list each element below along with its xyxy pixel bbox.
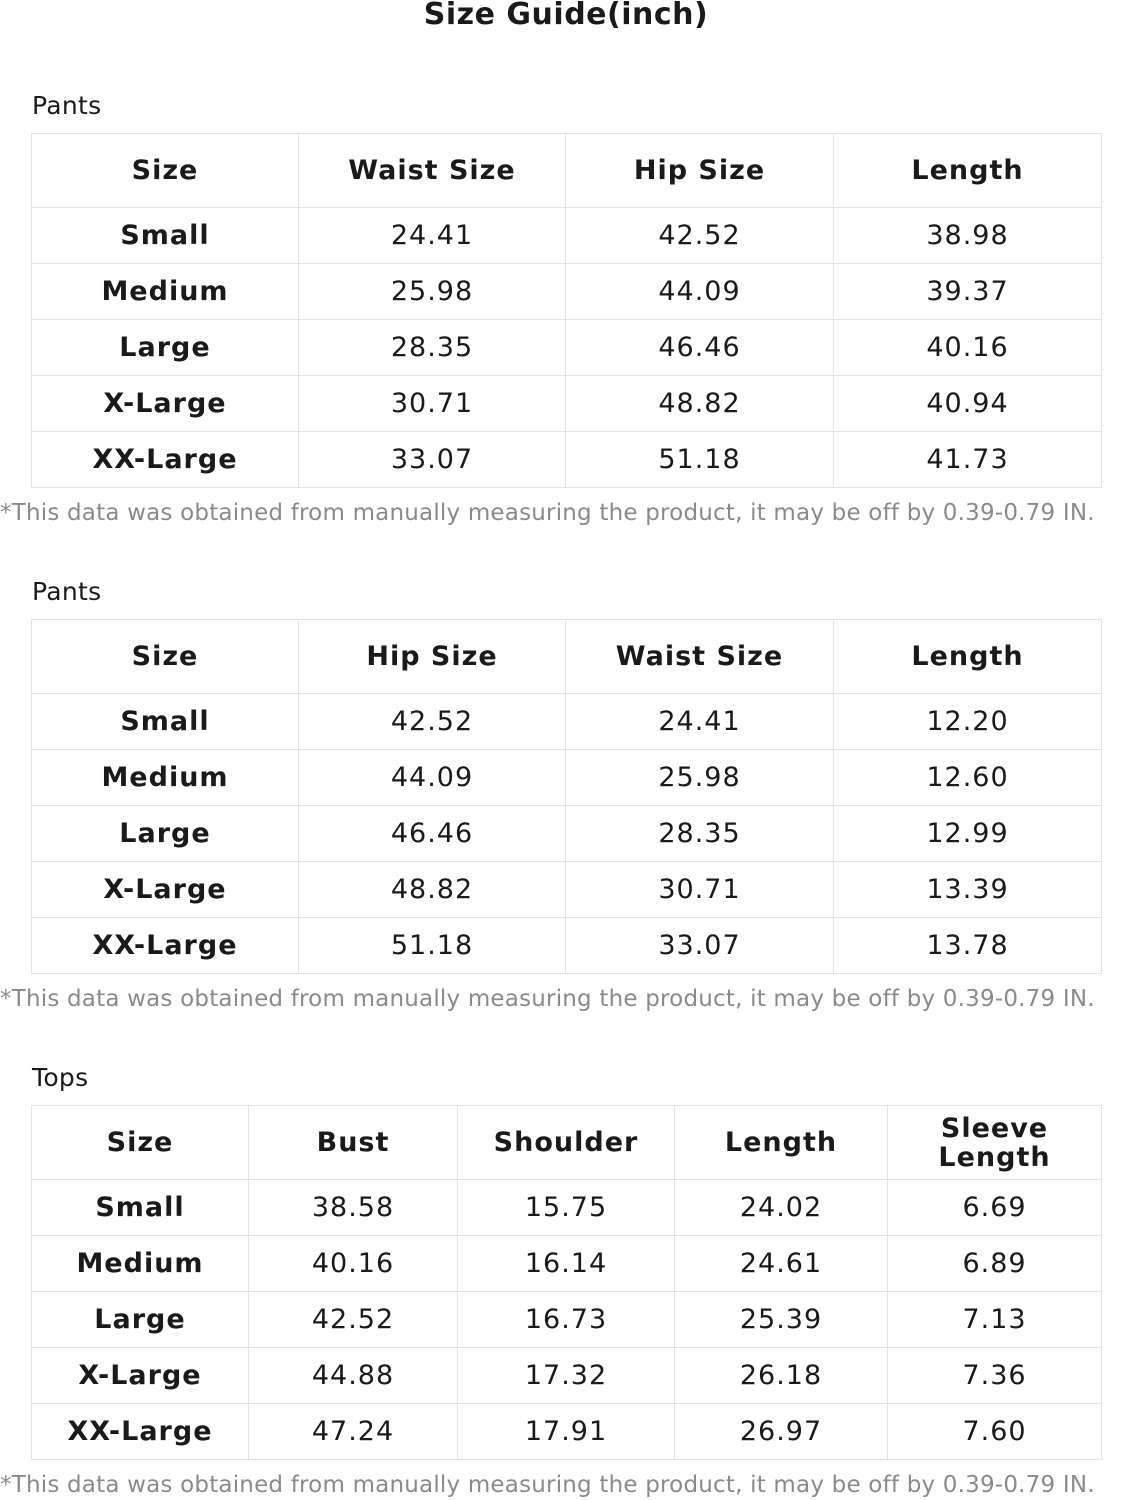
page-title: Size Guide(inch) (423, 0, 709, 32)
measurement-note: *This data was obtained from manually measuring the product, it may be off by 0.39-0.79 IN. (0, 1472, 1095, 1498)
measurement-cell: 25.98 (299, 264, 566, 320)
table-row (32, 1236, 1102, 1292)
size-cell: XX-Large (32, 918, 299, 974)
section-label: Pants (32, 577, 102, 606)
measurement-cell: 26.97 (675, 1404, 888, 1460)
measurement-cell: 40.16 (834, 320, 1102, 376)
column-header: Sleeve Length (888, 1106, 1102, 1180)
measurement-cell: 13.78 (834, 918, 1102, 974)
measurement-cell: 30.71 (566, 862, 834, 918)
measurement-cell: 44.09 (566, 264, 834, 320)
measurement-cell: 40.94 (834, 376, 1102, 432)
column-header: Size (32, 134, 299, 208)
column-header: Waist Size (566, 620, 834, 694)
measurement-cell: 42.52 (566, 208, 834, 264)
table-row (32, 806, 1102, 862)
measurement-cell: 16.14 (458, 1236, 675, 1292)
table-row (32, 1292, 1102, 1348)
measurement-cell: 46.46 (566, 320, 834, 376)
column-header: Hip Size (566, 134, 834, 208)
measurement-cell: 17.32 (458, 1348, 675, 1404)
measurement-cell: 12.60 (834, 750, 1102, 806)
measurement-cell: 41.73 (834, 432, 1102, 488)
size-cell: Large (32, 320, 299, 376)
measurement-cell: 51.18 (299, 918, 566, 974)
measurement-cell: 33.07 (299, 432, 566, 488)
measurement-cell: 38.98 (834, 208, 1102, 264)
measurement-cell: 12.99 (834, 806, 1102, 862)
table-header-row (32, 620, 1102, 694)
measurement-cell: 39.37 (834, 264, 1102, 320)
size-table (31, 1105, 1102, 1460)
column-header: Length (834, 620, 1102, 694)
measurement-cell: 42.52 (249, 1292, 458, 1348)
table-row (32, 320, 1102, 376)
table-row (32, 750, 1102, 806)
size-cell: X-Large (32, 376, 299, 432)
measurement-cell: 44.09 (299, 750, 566, 806)
measurement-cell: 40.16 (249, 1236, 458, 1292)
measurement-cell: 44.88 (249, 1348, 458, 1404)
measurement-cell: 28.35 (566, 806, 834, 862)
measurement-cell: 16.73 (458, 1292, 675, 1348)
size-cell: Small (32, 1180, 249, 1236)
measurement-cell: 30.71 (299, 376, 566, 432)
table-row (32, 694, 1102, 750)
size-cell: Small (32, 694, 299, 750)
size-table (31, 619, 1102, 974)
measurement-cell: 6.69 (888, 1180, 1102, 1236)
size-cell: Medium (32, 264, 299, 320)
measurement-cell: 24.41 (566, 694, 834, 750)
size-cell: Large (32, 1292, 249, 1348)
column-header: Hip Size (299, 620, 566, 694)
measurement-cell: 7.36 (888, 1348, 1102, 1404)
size-cell: XX-Large (32, 1404, 249, 1460)
table-row (32, 1348, 1102, 1404)
measurement-cell: 25.98 (566, 750, 834, 806)
measurement-cell: 48.82 (299, 862, 566, 918)
size-cell: X-Large (32, 1348, 249, 1404)
size-cell: X-Large (32, 862, 299, 918)
measurement-cell: 46.46 (299, 806, 566, 862)
table-header-row (32, 134, 1102, 208)
table-row (32, 1404, 1102, 1460)
table-row (32, 918, 1102, 974)
table-row (32, 376, 1102, 432)
measurement-cell: 7.13 (888, 1292, 1102, 1348)
measurement-cell: 24.41 (299, 208, 566, 264)
measurement-cell: 51.18 (566, 432, 834, 488)
measurement-cell: 33.07 (566, 918, 834, 974)
size-cell: Large (32, 806, 299, 862)
column-header: Length (834, 134, 1102, 208)
measurement-cell: 38.58 (249, 1180, 458, 1236)
measurement-cell: 6.89 (888, 1236, 1102, 1292)
column-header: Shoulder (458, 1106, 675, 1180)
column-header: Size (32, 620, 299, 694)
size-table (31, 133, 1102, 488)
section-label: Tops (32, 1063, 89, 1092)
measurement-cell: 24.61 (675, 1236, 888, 1292)
table-row (32, 208, 1102, 264)
column-header: Size (32, 1106, 249, 1180)
table-row (32, 1180, 1102, 1236)
size-cell: Small (32, 208, 299, 264)
measurement-cell: 25.39 (675, 1292, 888, 1348)
measurement-cell: 47.24 (249, 1404, 458, 1460)
table-row (32, 264, 1102, 320)
measurement-cell: 15.75 (458, 1180, 675, 1236)
section-label: Pants (32, 91, 102, 120)
measurement-cell: 17.91 (458, 1404, 675, 1460)
size-cell: XX-Large (32, 432, 299, 488)
measurement-note: *This data was obtained from manually measuring the product, it may be off by 0.39-0.79 IN. (0, 500, 1095, 526)
column-header: Length (675, 1106, 888, 1180)
table-header-row (32, 1106, 1102, 1180)
size-cell: Medium (32, 750, 299, 806)
measurement-cell: 7.60 (888, 1404, 1102, 1460)
measurement-cell: 42.52 (299, 694, 566, 750)
column-header: Waist Size (299, 134, 566, 208)
measurement-cell: 28.35 (299, 320, 566, 376)
measurement-note: *This data was obtained from manually measuring the product, it may be off by 0.39-0.79 IN. (0, 986, 1095, 1012)
measurement-cell: 13.39 (834, 862, 1102, 918)
measurement-cell: 12.20 (834, 694, 1102, 750)
measurement-cell: 26.18 (675, 1348, 888, 1404)
table-row (32, 862, 1102, 918)
table-row (32, 432, 1102, 488)
measurement-cell: 48.82 (566, 376, 834, 432)
measurement-cell: 24.02 (675, 1180, 888, 1236)
column-header: Bust (249, 1106, 458, 1180)
size-cell: Medium (32, 1236, 249, 1292)
